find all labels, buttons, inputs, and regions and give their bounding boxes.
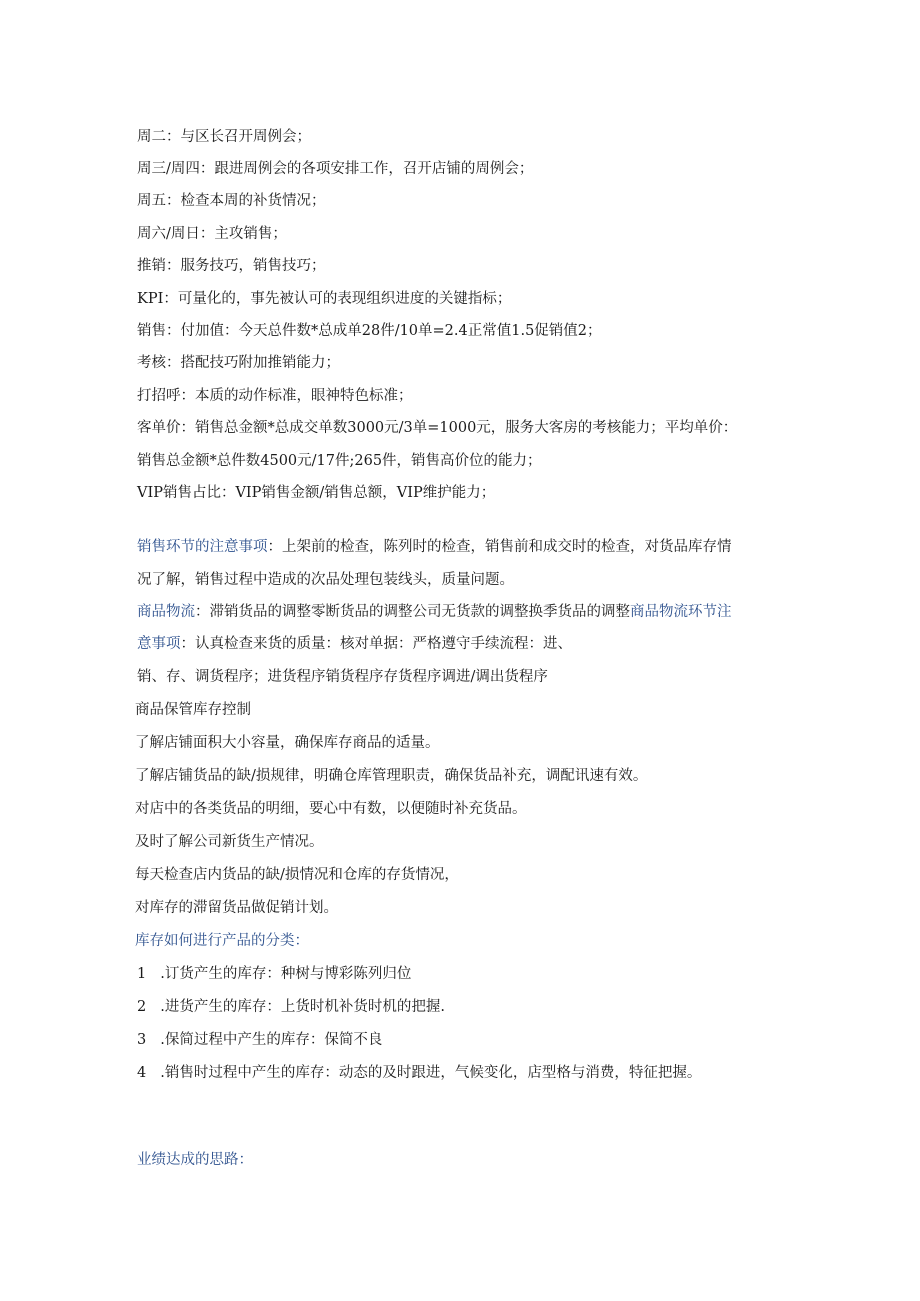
classification-title: 库存如何进行产品的分类： <box>135 933 309 949</box>
sales-notes-line-1 <box>137 537 732 557</box>
classification-text: .销售时过程中产生的库存：动态的及时跟进，气候变化，店型格与消费，特征把握。 <box>160 1065 702 1081</box>
greeting-line: 打招呼：本质的动作标准，眼神特色标准； <box>137 388 413 404</box>
storage-item: 了解店铺面积大小容量，确保库存商品的适量。 <box>135 735 440 751</box>
schedule-weekend: 周六/周日：主攻销售； <box>137 226 287 242</box>
classification-text: .订货产生的库存：种树与博彩陈列归位 <box>160 966 412 982</box>
logistics-text-1: ：滞销货品的调整零断货品的调整公司无货款的调整换季货品的调整 <box>195 604 630 620</box>
storage-item: 及时了解公司新货生产情况。 <box>135 834 324 850</box>
storage-item: 每天检查店内货品的缺/损情况和仓库的存货情况， <box>135 867 459 883</box>
classification-item <box>137 1030 382 1050</box>
classification-item <box>137 964 411 984</box>
logistics-line-1 <box>137 602 732 622</box>
unit-price-line-1: 客单价：销售总金额*总成交单数3000元/3单=1000元，服务大客房的考核能力；平均单价： <box>137 420 738 436</box>
classification-num: 3 <box>137 1032 147 1048</box>
schedule-friday: 周五：检查本周的补货情况； <box>137 193 326 209</box>
sales-notes-line-2: 况了解，销售过程中造成的次品处理包装线头，质量问题。 <box>137 572 514 588</box>
schedule-tuesday: 周二：与区长召开周例会； <box>137 129 311 145</box>
push-sales-line: 推销：服务技巧，销售技巧； <box>137 258 326 274</box>
classification-num: 2 <box>137 999 147 1015</box>
schedule-wed-thu: 周三/周四：跟进周例会的各项安排工作，召开店铺的周例会； <box>137 161 534 177</box>
classification-num: 4 <box>137 1065 147 1081</box>
unit-price-line-2: 销售总金额*总件数4500元/17件;265件，销售高价位的能力； <box>137 453 542 469</box>
sales-notes-text-1: ：上架前的检查，陈列时的检查，销售前和成交时的检查，对货品库存情 <box>267 539 732 555</box>
kpi-definition: KPI：可量化的，事先被认可的表现组织进度的关键指标； <box>137 291 512 307</box>
classification-item <box>137 1063 701 1083</box>
logistics-notes-title-a: 商品物流环节注 <box>630 604 732 620</box>
classification-text: .进货产生的库存：上货时机补货时机的把握. <box>160 999 445 1015</box>
storage-item: 对店中的各类货品的明细，要心中有数，以便随时补充货品。 <box>135 801 527 817</box>
storage-item: 对库存的滞留货品做促销计划。 <box>135 900 338 916</box>
attach-value-line: 销售：付加值：今天总件数*总成单28件/10单=2.4正常值1.5促销值2； <box>137 323 602 339</box>
logistics-title: 商品物流 <box>137 604 195 620</box>
vip-ratio-line: VIP销售占比：VIP销售金额/销售总额，VIP维护能力； <box>137 485 496 501</box>
performance-title: 业绩达成的思路： <box>137 1152 253 1168</box>
storage-item: 了解店铺货品的缺/损规律，明确仓库管理职责，确保货品补充，调配讯速有效。 <box>135 768 648 784</box>
sales-notes-title: 销售环节的注意事项 <box>137 539 268 555</box>
logistics-text-2: ：认真检查来货的质量：核对单据：严格遵守手续流程：进、 <box>180 636 572 652</box>
storage-heading: 商品保管库存控制 <box>135 702 251 718</box>
assessment-line: 考核：搭配技巧附加推销能力； <box>137 355 340 371</box>
classification-text: .保简过程中产生的库存：保简不良 <box>160 1032 383 1048</box>
logistics-notes-title-b: 意事项 <box>137 636 181 652</box>
logistics-line-2 <box>137 634 572 654</box>
classification-num: 1 <box>137 966 147 982</box>
logistics-line-3: 销、存、调货程序；进货程序销货程序存货程序调进/调出货程序 <box>137 669 548 685</box>
classification-item <box>137 997 445 1017</box>
